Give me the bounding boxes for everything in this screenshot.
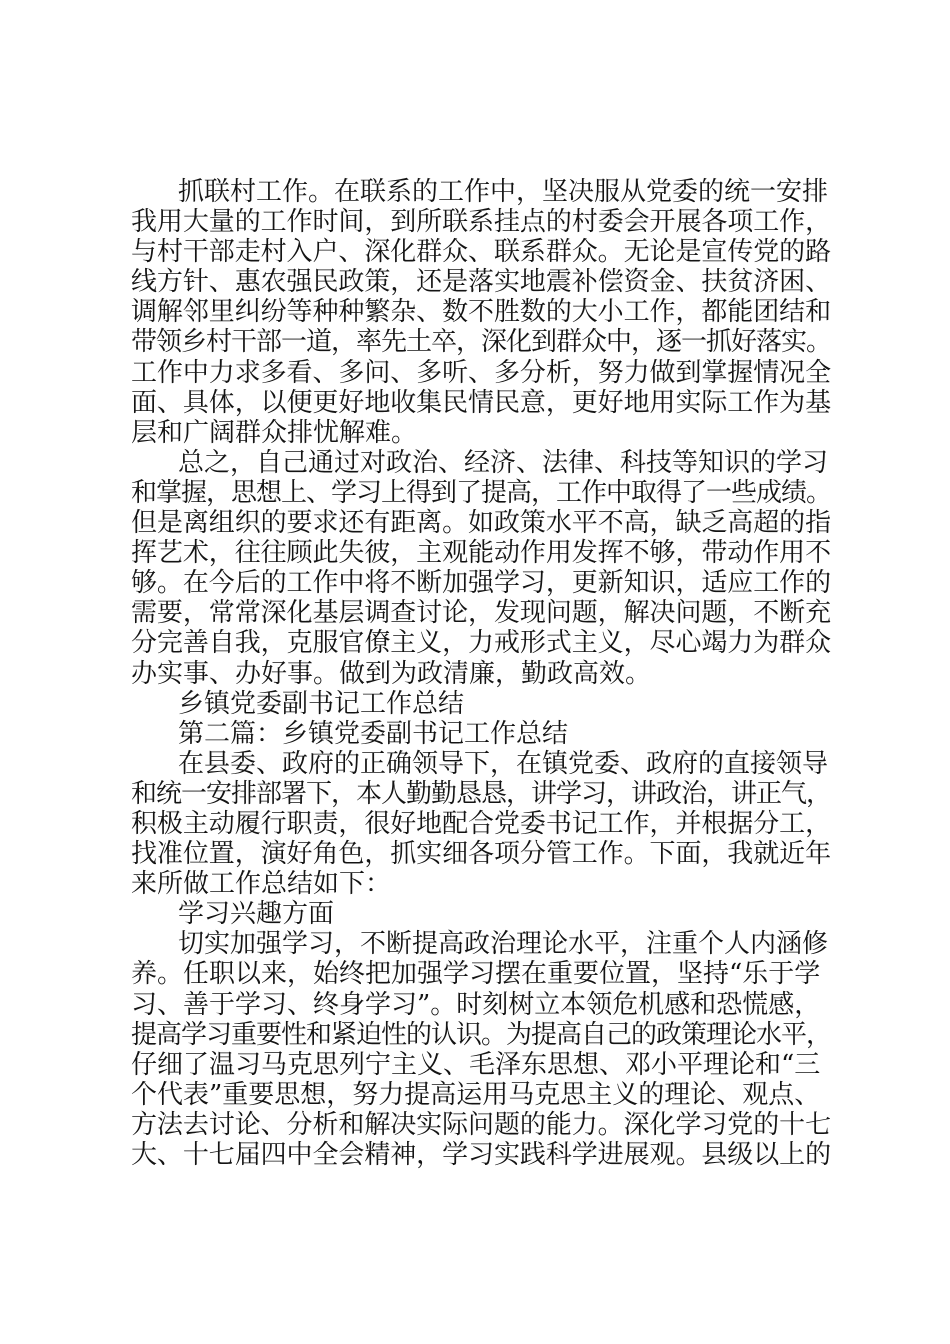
text-line: 分完善自我，克服官僚主义，力戒形式主义，尽心竭力为群众 (131, 628, 832, 659)
text-line: 工作中力求多看、多问、多听、多分析，努力做到掌握情况全 (131, 357, 832, 388)
text-line: 线方针、惠农强民政策，还是落实地震补偿资金、扶贫济困、 (131, 267, 832, 298)
text-line: 办实事、办好事。做到为政清廉，勤政高效。 (131, 658, 652, 689)
text-line: 需要，常常深化基层调查讨论，发现问题，解决问题，不断充 (131, 598, 832, 629)
text-line: 方法去讨论、分析和解决实际问题的能力。深化学习党的十七 (131, 1109, 832, 1140)
text-line: 和统一安排部署下，本人勤勤恳恳，讲学习，讲政治，讲正气， (131, 778, 832, 809)
text-line: 挥艺术，往往顾此失彼，主观能动作用发挥不够，带动作用不 (131, 538, 832, 569)
text-line: 养。任职以来，始终把加强学习摆在重要位置，坚持“乐于学 (131, 959, 821, 990)
text-line: 切实加强学习，不断提高政治理论水平，注重个人内涵修 (178, 929, 829, 960)
text-line: 总之，自己通过对政治、经济、法律、科技等知识的学习 (178, 447, 829, 478)
text-line: 找准位置，演好角色，抓实细各项分管工作。下面，我就近年 (131, 839, 832, 870)
text-line: 但是离组织的要求还有距离。如政策水平不高，缺乏高超的指 (131, 508, 832, 539)
text-line: 积极主动履行职责，很好地配合党委书记工作，并根据分工， (131, 808, 832, 839)
text-line: 仔细了温习马克思列宁主义、毛泽东思想、邓小平理论和“三 (131, 1049, 821, 1080)
text-line: 调解邻里纠纷等种种繁杂、数不胜数的大小工作，都能团结和 (131, 297, 832, 328)
text-line: 个代表”重要思想，努力提高运用马克思主义的理论、观点、 (131, 1079, 821, 1110)
text-line: 够。在今后的工作中将不断加强学习，更新知识，适应工作的 (131, 568, 832, 599)
text-line: 第二篇：乡镇党委副书记工作总结 (178, 718, 569, 749)
text-line: 与村干部走村入户、深化群众、联系群众。无论是宣传党的路 (131, 237, 832, 268)
text-line: 学习兴趣方面 (178, 899, 335, 930)
text-line: 在县委、政府的正确领导下，在镇党委、政府的直接领导 (178, 748, 829, 779)
text-line: 我用大量的工作时间，到所联系挂点的村委会开展各项工作， (131, 207, 832, 238)
text-line: 大、十七届四中全会精神，学习实践科学进展观。县级以上的 (131, 1140, 832, 1170)
text-line: 和掌握，思想上、学习上得到了提高，工作中取得了一些成绩。 (131, 477, 832, 508)
text-line: 来所做工作总结如下： (131, 869, 392, 900)
text-line: 抓联村工作。在联系的工作中，坚决服从党委的统一安排 (178, 177, 829, 207)
document-body (131, 177, 831, 1170)
text-line: 带领乡村干部一道，率先土卒，深化到群众中，逐一抓好落实。 (131, 327, 832, 358)
text-line: 面、具体，以便更好地收集民情民意，更好地用实际工作为基 (131, 387, 832, 418)
text-line: 层和广阔群众排忧解难。 (131, 417, 418, 448)
text-line: 习、善于学习、终身学习”。时刻树立本领危机感和恐慌感， (131, 989, 821, 1020)
text-line: 提高学习重要性和紧迫性的认识。为提高自己的政策理论水平， (131, 1019, 832, 1050)
text-line: 乡镇党委副书记工作总结 (178, 688, 465, 719)
